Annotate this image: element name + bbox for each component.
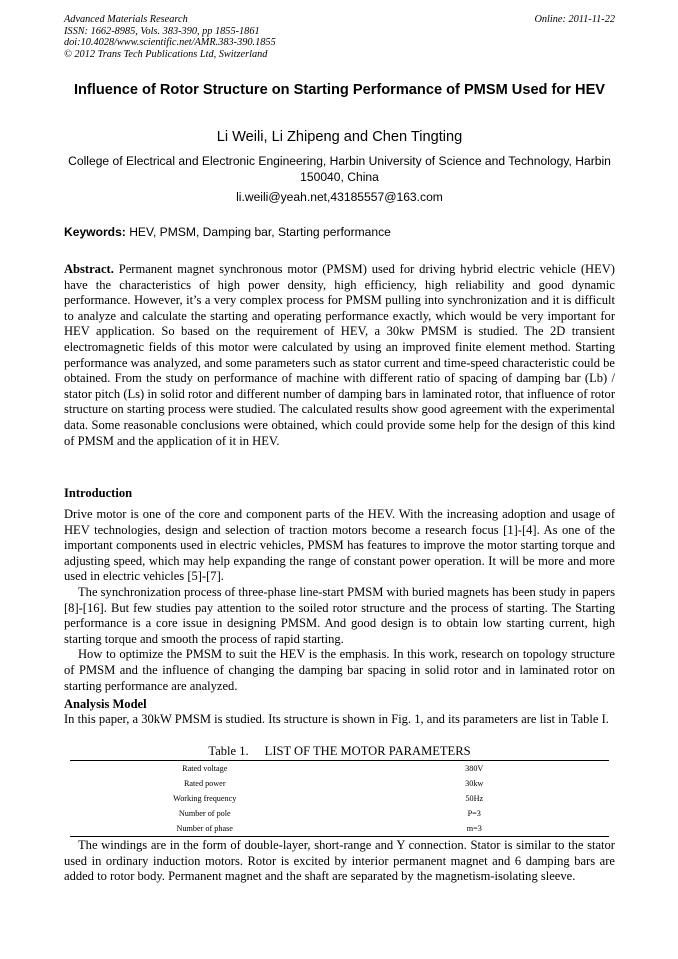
table-row (70, 776, 609, 791)
param-value: 30kw (465, 779, 484, 788)
param-name: Number of pole (178, 809, 231, 818)
journal-header (64, 14, 615, 60)
table-row (70, 791, 609, 806)
paper-affiliation: College of Electrical and Electronic Engineering, Harbin University of Science and Technology, Harbin 150040, China (68, 154, 611, 184)
table-label: Table 1. (208, 744, 249, 758)
table-caption (64, 744, 615, 759)
param-name: Rated power (183, 779, 226, 788)
online-date: Online: 2011-11-22 (534, 14, 615, 25)
paper-title: Influence of Rotor Structure on Starting Performance of PMSM Used for HEV (73, 82, 606, 98)
paper-email[interactable]: li.weili@yeah.net,43185557@163.com (236, 190, 443, 204)
analysis-after-table: The windings are in the form of double-layer, short-range and Y connection. Stator is similar to the stator used in ordinary induction motors. Rotor is excited by interior permanent magnet and 6 damping bars are added to rotor body. Permanent magnet and the shaft are separated by the magnetism-isolating sleeve. (64, 838, 615, 884)
analysis-heading: Analysis Model (64, 697, 147, 711)
journal-copyright: © 2012 Trans Tech Publications Ltd, Switzerland (64, 48, 268, 60)
intro-paragraph-2: The synchronization process of three-phase line-start PMSM with buried magnets has been study in papers [8]-[16]. But few studies pay attention to the soiled rotor structure and the process of starting. The Starting performance is a core issue in designing PMSM. And good design is to obtain low starting current, high starting torque and smooth the process of rapid starting. (64, 584, 615, 646)
table-row (70, 806, 609, 821)
param-value: 50Hz (465, 794, 484, 803)
journal-issn: ISSN: 1662-8985, Vols. 383-390, pp 1855-1861 (64, 25, 260, 37)
abstract-label: Abstract. (64, 262, 114, 276)
table-title: LIST OF THE MOTOR PARAMETERS (264, 744, 471, 758)
param-name: Working frequency (173, 794, 237, 803)
abstract-text: Permanent magnet synchronous motor (PMSM) used for driving hybrid electric vehicle (HEV) have the characteristics of high power density, high efficiency, high reliability and good dynamic performance. However, it’s a very complex process for PMSM pulling into synchronization and it is difficult to analyze and calculate the starting and operating performance exactly, which would be very important for HEV application. So based on the requirement of HEV, a 30kw PMSM is studied. The 2D transient electromagnetic fields of this motor were calculated by using an improved finite element method. Starting performance was analyzed, and some parameters such as stator current and time-speed characteristic could be obtained. From the study on performance of machine with different ratio of spacing of damping bar (Lb) / stator pitch (Ls) in solid rotor and different number of damping bars in laminated rotor, that influence of rotor structure on starting process were studied. The calculated results show good agreement with the experimental data. Some reasonable conclusions were obtained, which could provide some help for the design of this kind of PMSM and the application of it in HEV. (64, 262, 615, 448)
param-name: Number of phase (70, 821, 340, 837)
introduction-body (64, 507, 615, 694)
keywords-text: HEV, PMSM, Damping bar, Starting performance (129, 225, 391, 239)
journal-doi: doi:10.4028/www.scientific.net/AMR.383-390.1855 (64, 37, 276, 48)
table-row (70, 761, 609, 777)
keywords (64, 225, 615, 240)
param-value: P=3 (467, 809, 481, 818)
keywords-label: Keywords: (64, 225, 126, 239)
paper-authors: Li Weili, Li Zhipeng and Chen Tingting (216, 129, 463, 145)
intro-paragraph-3: How to optimize the PMSM to suit the HEV is the emphasis. In this work, research on topology structure of PMSM and the influence of changing the damping bar spacing in solid rotor and in laminated rotor on starting performance are analyzed. (64, 647, 615, 693)
intro-paragraph-1: Drive motor is one of the core and component parts of the HEV. With the increasing adoption and usage of HEV technologies, design and selection of traction motors become a research focus [1]-[4]. As one of the important components used in electric vehicles, PMSM has features to improve the motor starting torque and adjusting speed, which may help expanding the range of constant power operation. It will be more and more used in electric vehicles [5]-[7]. (64, 507, 615, 584)
journal-name: Advanced Materials Research (64, 14, 188, 25)
param-value: 380V (340, 761, 610, 777)
introduction-heading: Introduction (64, 486, 133, 500)
param-value: m=3 (340, 821, 610, 837)
analysis-paragraph: In this paper, a 30kW PMSM is studied. Its structure is shown in Fig. 1, and its parameters are list in Table I. (64, 712, 609, 726)
motor-parameters-table (70, 760, 609, 837)
param-name: Rated voltage (70, 761, 340, 777)
table-row (70, 821, 609, 837)
abstract (64, 262, 615, 449)
